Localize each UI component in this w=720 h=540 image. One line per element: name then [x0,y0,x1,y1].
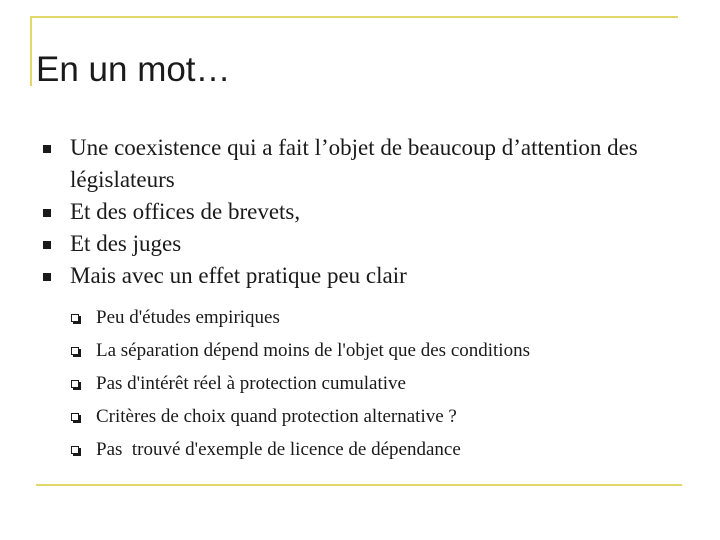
bullet-item [40,228,680,260]
sub-bullet-list [70,301,680,466]
filled-square-bullet-icon [43,241,51,249]
sub-bullet-item [70,301,680,334]
filled-square-bullet-icon [43,273,51,281]
hollow-square-bullet-icon [71,314,79,322]
bullet-item [40,196,680,228]
bullet-text: Une coexistence qui a fait l’objet de beaucoup d’attention des législateurs [70,135,638,192]
hollow-square-bullet-icon [71,347,79,355]
bullet-text: Et des juges [70,231,182,256]
sub-bullet-item [70,400,680,433]
sub-bullet-item [70,334,680,367]
bullet-text: Et des offices de brevets, [70,199,301,224]
sub-bullet-text: Pas d'intérêt réel à protection cumulative [96,373,406,394]
sub-bullet-item [70,433,680,466]
top-accent-line [30,16,678,18]
sub-bullet-item [70,367,680,400]
left-accent-line [30,16,32,86]
bottom-accent-line [36,484,682,486]
bullet-list [40,132,680,466]
sub-bullet-text: La séparation dépend moins de l'objet que des conditions [96,340,530,361]
bullet-item [40,260,680,466]
bullet-item [40,132,680,196]
sub-bullet-text: Peu d'études empiriques [96,307,280,328]
hollow-square-bullet-icon [71,380,79,388]
filled-square-bullet-icon [43,145,51,153]
slide-title: En un mot… [36,50,231,89]
filled-square-bullet-icon [43,209,51,217]
sub-bullet-text: Pas trouvé d'exemple de licence de dépendance [96,439,461,460]
sub-bullet-text: Critères de choix quand protection alternative ? [96,406,457,427]
bullet-text: Mais avec un effet pratique peu clair [70,263,407,288]
hollow-square-bullet-icon [71,446,79,454]
hollow-square-bullet-icon [71,413,79,421]
